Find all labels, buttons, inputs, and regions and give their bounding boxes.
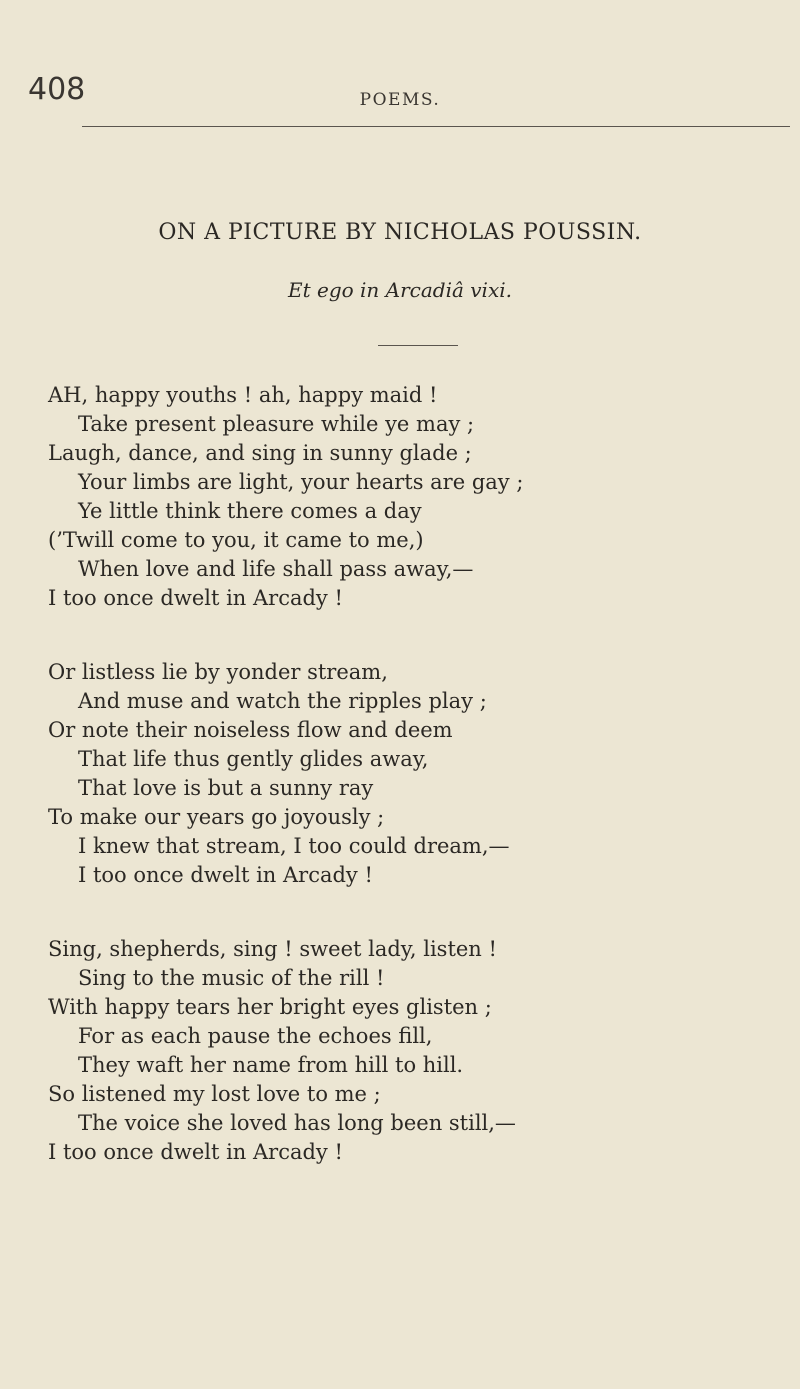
poem-line: I too once dwelt in Arcady ! xyxy=(48,1140,343,1164)
poem-line: Ye little think there comes a day xyxy=(78,499,422,523)
poem-line: I too once dwelt in Arcady ! xyxy=(48,586,343,610)
poem-line: AH, happy youths ! ah, happy maid ! xyxy=(48,383,438,407)
poem-line: To make our years go joyously ; xyxy=(48,805,385,829)
poem-line: And muse and watch the ripples play ; xyxy=(78,689,487,713)
poem-line: So listened my lost love to me ; xyxy=(48,1082,381,1106)
poem-line: Laugh, dance, and sing in sunny glade ; xyxy=(48,441,472,465)
poem-line: They waft her name from hill to hill. xyxy=(78,1053,464,1077)
page-number: 408 xyxy=(28,72,86,107)
poem-line: With happy tears her bright eyes glisten ; xyxy=(48,995,492,1019)
poem-line: The voice she loved has long been still,— xyxy=(78,1111,516,1135)
title-divider xyxy=(378,345,458,346)
poem-line: I knew that stream, I too could dream,— xyxy=(78,834,510,858)
poem-line: That love is but a sunny ray xyxy=(78,776,374,800)
poem-line: When love and life shall pass away,— xyxy=(78,557,474,581)
poem-line: Or note their noiseless flow and deem xyxy=(48,718,453,742)
poem-line: Sing to the music of the rill ! xyxy=(78,966,385,990)
poem-line: Your limbs are light, your hearts are gay ; xyxy=(78,470,524,494)
poem-line: Sing, shepherds, sing ! sweet lady, listen ! xyxy=(48,937,497,961)
poem-title: ON A PICTURE BY NICHOLAS POUSSIN. xyxy=(158,220,642,245)
poem-line: For as each pause the echoes fill, xyxy=(78,1024,433,1048)
header-rule xyxy=(82,126,790,127)
epigraph: Et ego in Arcadiâ vixi. xyxy=(287,278,512,302)
poem-line: (’Twill come to you, it came to me,) xyxy=(48,528,424,552)
running-head: POEMS. xyxy=(359,90,441,110)
poem-line: That life thus gently glides away, xyxy=(78,747,429,771)
poem-line: I too once dwelt in Arcady ! xyxy=(78,863,373,887)
poem-line: Take present pleasure while ye may ; xyxy=(78,412,475,436)
poem-line: Or listless lie by yonder stream, xyxy=(48,660,388,684)
